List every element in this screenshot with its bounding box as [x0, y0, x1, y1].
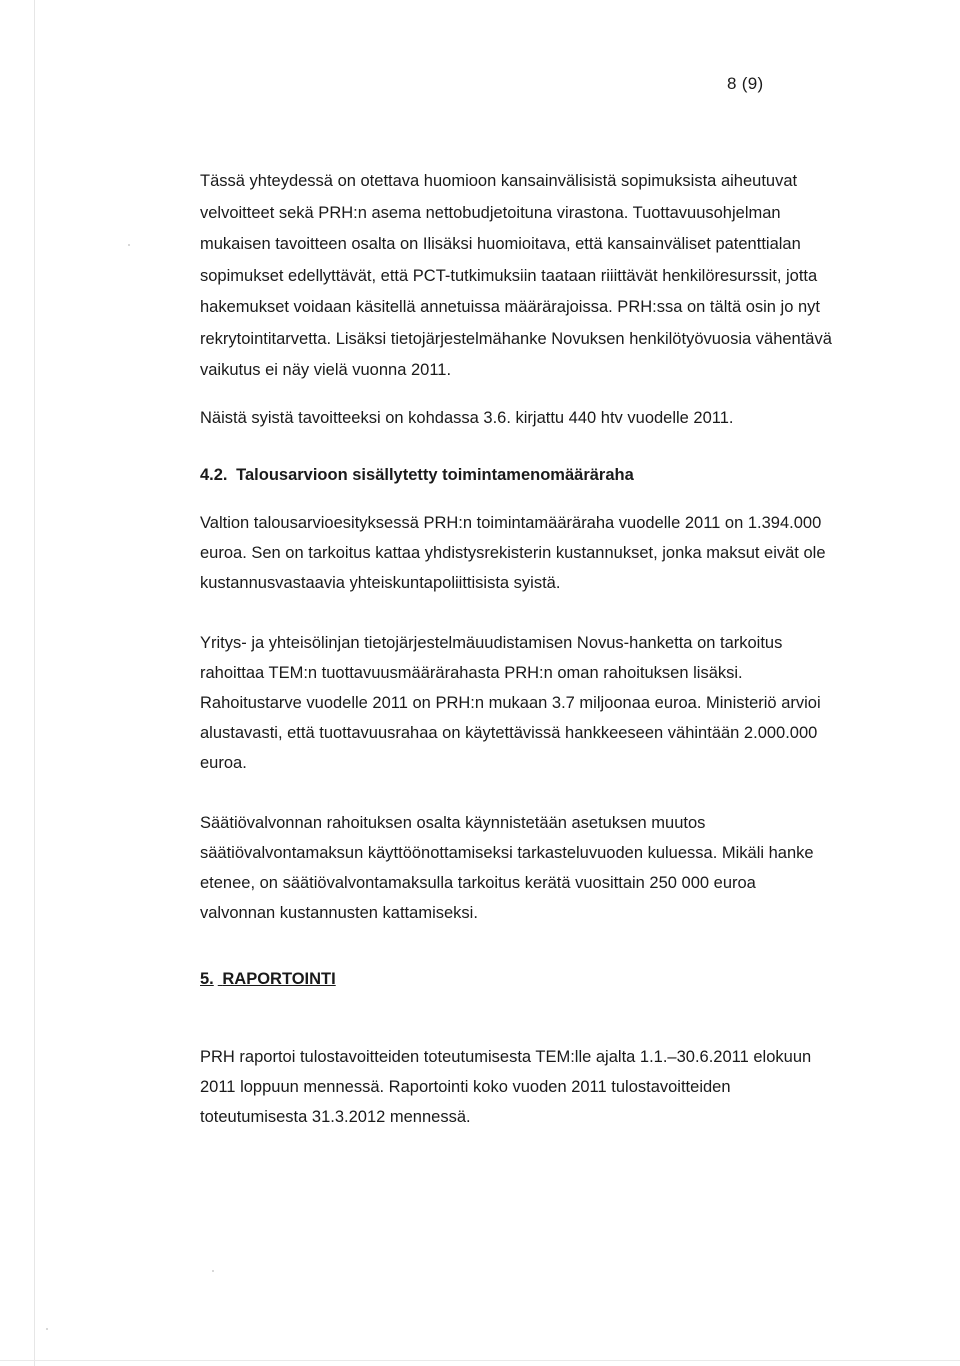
- text-line: Rahoitustarve vuodelle 2011 on PRH:n mukaan 3.7 miljoonaa euroa. Ministeriö arvioi: [200, 694, 821, 712]
- text-line: euroa.: [200, 754, 247, 772]
- text-line: mukaisen tavoitteen osalta on Ilisäksi huomioitava, että kansainväliset patenttialan: [200, 235, 801, 253]
- paragraph-novus-funding: [200, 628, 840, 778]
- text-line: Säätiövalvonnan rahoituksen osalta käynnistetään asetuksen muutos: [200, 814, 706, 832]
- paragraph-reporting: [200, 1042, 840, 1132]
- text-line: Valtion talousarvioesityksessä PRH:n toimintamääräraha vuodelle 2011 on 1.394.000: [200, 514, 822, 532]
- section-title: RAPORTOINTI: [222, 970, 336, 988]
- text-line: hakemukset voidaan käsitellä annetuissa määrärajoissa. PRH:ssa on tältä osin jo nyt: [200, 298, 820, 316]
- text-line: Näistä syistä tavoitteeksi on kohdassa 3.6. kirjattu 440 htv vuodelle 2011.: [200, 409, 734, 427]
- section-number: 5.: [200, 970, 214, 988]
- paragraph-budget-appropriation: [200, 508, 840, 598]
- text-line: rahoittaa TEM:n tuottavuusmäärärahasta PRH:n oman rahoituksen lisäksi.: [200, 664, 743, 682]
- text-line: kustannusvastaavia yhteiskuntapoliittisista syistä.: [200, 574, 561, 592]
- scan-speck: [46, 1328, 48, 1330]
- text-line: säätiövalvontamaksun käyttöönottamiseksi tarkasteluvuoden kuluessa. Mikäli hanke: [200, 844, 814, 862]
- text-line: PRH raportoi tulostavoitteiden toteutumisesta TEM:lle ajalta 1.1.–30.6.2011 elokuun: [200, 1048, 812, 1066]
- section-heading-4-2: [200, 466, 634, 485]
- section-heading-5: [200, 970, 336, 989]
- paragraph-htv-target: [200, 404, 840, 432]
- text-line: vaikutus ei näy vielä vuonna 2011.: [200, 361, 452, 379]
- scan-speck: [212, 1270, 214, 1272]
- page-number: 8 (9): [727, 74, 764, 93]
- scan-edge-line: [34, 0, 35, 1366]
- text-line: euroa. Sen on tarkoitus kattaa yhdistysrekisterin kustannukset, jonka maksut eivät ole: [200, 544, 826, 562]
- text-line: etenee, on säätiövalvontamaksulla tarkoitus kerätä vuosittain 250 000 euroa: [200, 874, 756, 892]
- text-line: alustavasti, että tuottavuusrahaa on käytettävissä hankkeeseen vähintään 2.000.000: [200, 724, 818, 742]
- scan-bottom-line: [0, 1360, 960, 1361]
- text-line: Yritys- ja yhteisölinjan tietojärjestelmäuudistamisen Novus-hanketta on tarkoitus: [200, 634, 783, 652]
- section-title: Talousarvioon sisällytetty toimintamenomääräraha: [236, 466, 634, 484]
- text-line: rekrytointitarvetta. Lisäksi tietojärjestelmähanke Novuksen henkilötyövuosia vähentävä: [200, 329, 832, 348]
- section-number: 4.2.: [200, 466, 228, 484]
- scan-speck: [128, 244, 130, 246]
- text-line: Tässä yhteydessä on otettava huomioon kansainvälisistä sopimuksista aiheutuvat: [200, 172, 798, 190]
- text-line: 2011 loppuun mennessä. Raportointi koko vuoden 2011 tulostavoitteiden: [200, 1078, 731, 1096]
- text-line: valvonnan kustannusten kattamiseksi.: [200, 904, 478, 922]
- paragraph-international-obligations: [200, 166, 840, 387]
- text-line: toteutumisesta 31.3.2012 mennessä.: [200, 1108, 471, 1126]
- text-line: sopimukset edellyttävät, että PCT-tutkimuksiin taataan riiittävät henkilöresurssit, jotta: [200, 266, 818, 285]
- text-line: velvoitteet sekä PRH:n asema nettobudjetoituna virastona. Tuottavuusohjelman: [200, 203, 781, 222]
- paragraph-foundation-supervision: [200, 808, 840, 928]
